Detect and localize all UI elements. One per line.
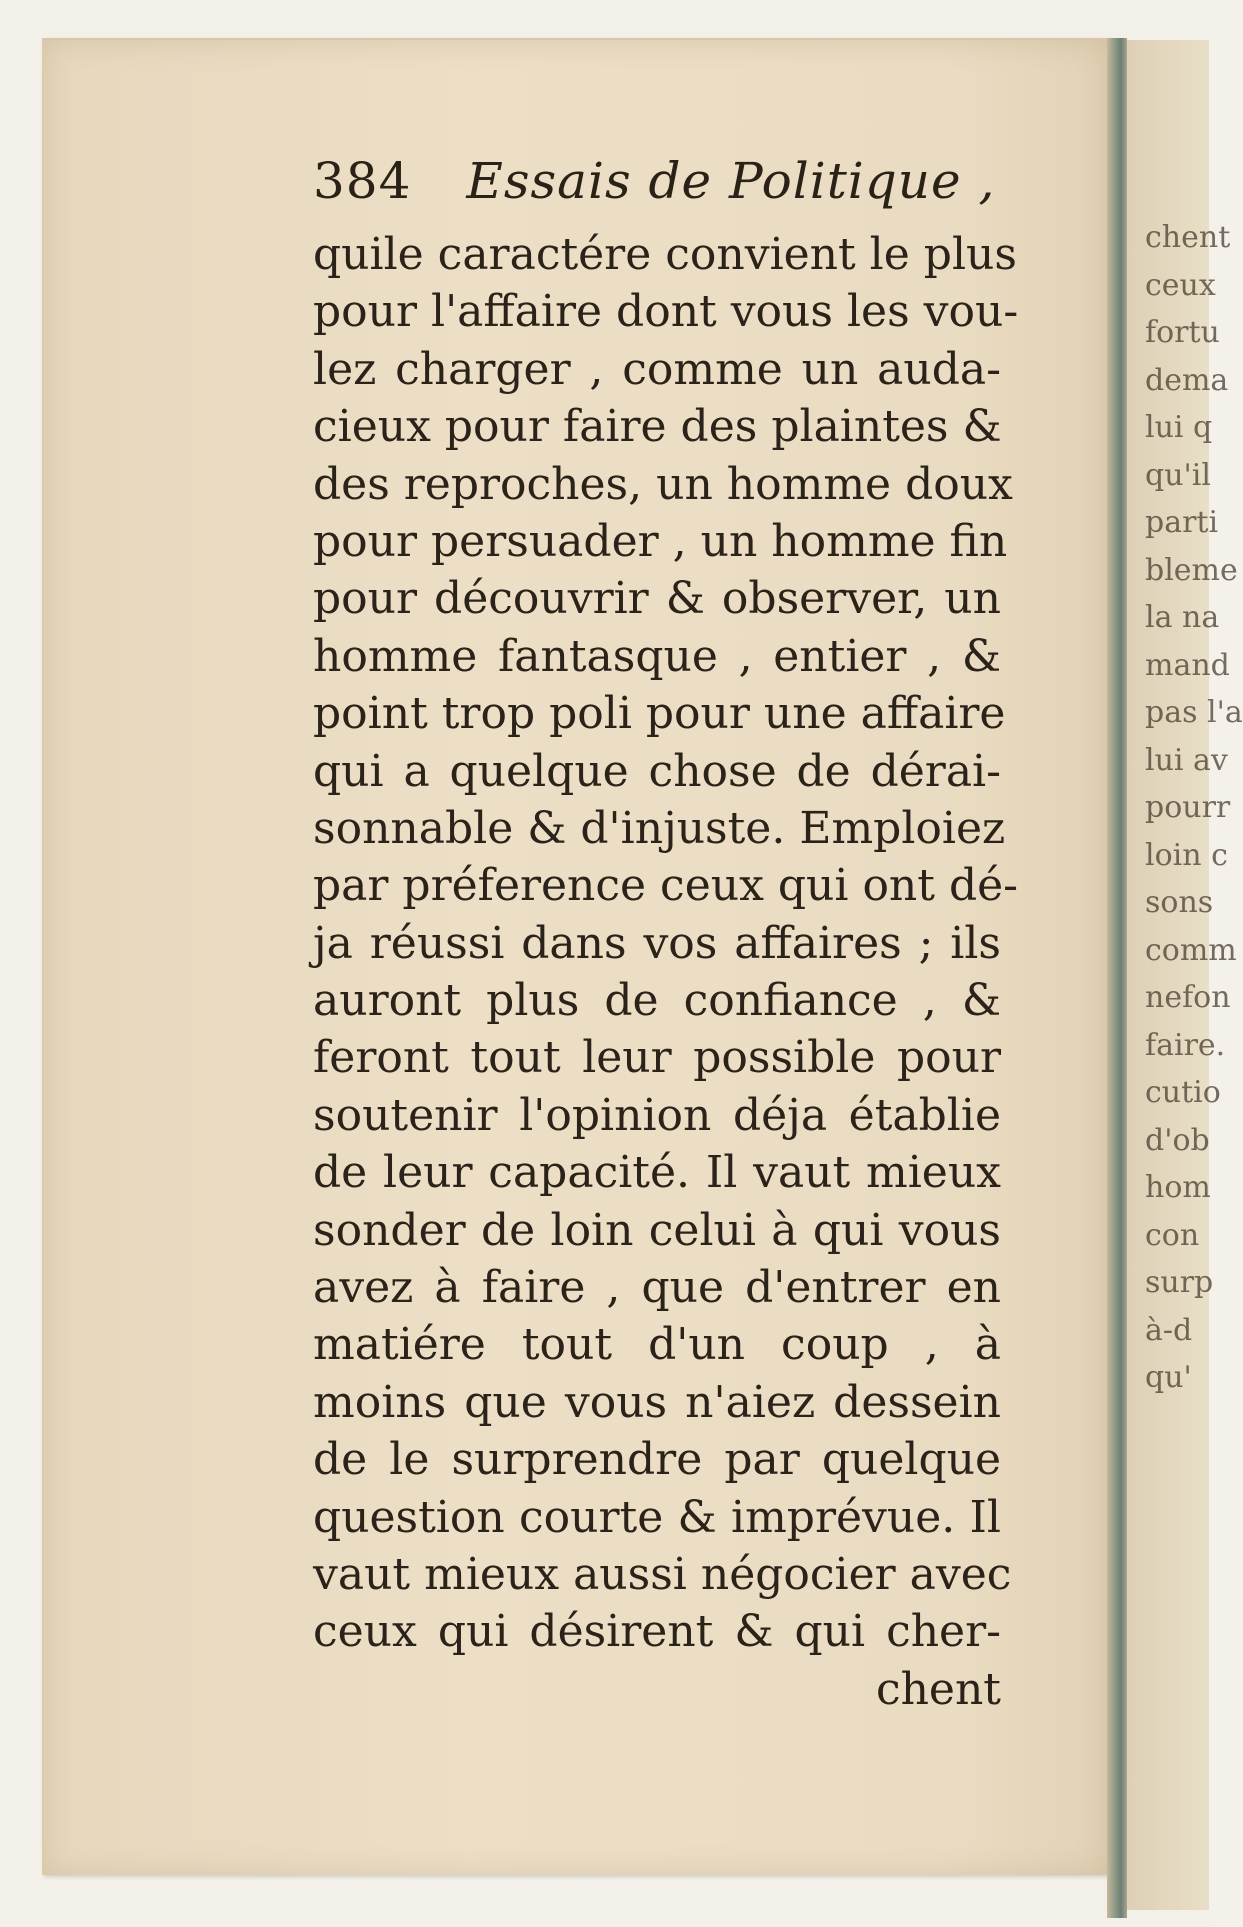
facing-page-fragment: pourr [1145,790,1231,825]
text-line: sonnable & d'injuste. Emploiez [313,802,1006,854]
text-line: ceux qui désirent & qui cher- [313,1606,1001,1658]
facing-page-fragment: lui q [1145,410,1213,445]
facing-page-fragment: sons [1145,885,1214,920]
facing-page-fragment: qu' [1145,1360,1192,1395]
facing-page-fragment: à-d [1145,1312,1193,1348]
facing-page-fragment: d'ob [1145,1122,1210,1158]
facing-page-fragment: con [1145,1217,1200,1253]
facing-page-fragment: surp [1145,1265,1214,1300]
running-head [313,152,995,210]
text-line: pour persuader , un homme fin [313,515,1008,567]
text-line: point trop poli pour une affaire [313,688,1006,740]
facing-page-fragment: pas l'a [1145,695,1243,730]
text-line: qui a quelque chose de dérai- [313,745,1001,797]
page-number: 384 [313,152,412,210]
text-line: sonder de loin celui à qui vous [313,1204,1001,1256]
facing-page-fragment: cutio [1145,1075,1221,1110]
facing-page-edge [1127,40,1243,1910]
facing-page-fragment: hom [1145,1170,1211,1205]
text-line: de leur capacité. Il vaut mieux [313,1147,1001,1199]
facing-page-fragment: mand [1145,647,1230,683]
facing-page-fragment: lui av [1145,742,1228,778]
text-line: soutenir l'opinion déja établie [313,1089,1001,1141]
text-line: ja réussi dans vos affaires ; ils [313,917,1001,969]
facing-page-fragment: la na [1145,600,1220,635]
facing-page-fragment: fortu [1145,315,1220,350]
facing-page-fragment: parti [1145,505,1219,540]
book-gutter [1107,38,1127,1918]
catchword: chent [875,1663,1001,1715]
facing-page-fragment: loin c [1145,837,1228,873]
text-line: cieux pour faire des plaintes & [313,401,1002,453]
text-line: matiére tout d'un coup , à [313,1319,1001,1371]
facing-page-fragment: dema [1145,362,1229,398]
text-line: question courte & imprévue. Il [313,1491,1001,1543]
text-line: par préference ceux qui ont dé- [313,860,1019,912]
text-line: quile caractére convient le plus [313,229,1017,280]
facing-page-fragment: comm [1145,932,1237,968]
facing-page-fragment: nefon [1145,980,1231,1015]
body-text [313,226,1019,1718]
facing-page-fragment: bleme [1145,552,1238,588]
text-line: pour découvrir & observer, un [313,573,1001,625]
text-line: vaut mieux aussi négocier avec [313,1548,1012,1600]
text-line: lez charger , comme un auda- [313,343,1001,395]
text-line: de le surprendre par quelque [313,1434,1001,1486]
text-line: homme fantasque , entier , & [313,630,1001,682]
text-line: des reproches, un homme doux [313,458,1013,510]
facing-page-fragment: chent [1145,220,1231,255]
text-line: feront tout leur possible pour [313,1032,1001,1084]
running-title: Essais de Politique , [466,152,996,210]
text-line: avez à faire , que d'entrer en [313,1262,1001,1314]
facing-page-fragment: qu'il [1145,457,1211,493]
facing-page-fragment: faire. [1145,1027,1226,1063]
text-line: pour l'affaire dont vous les vou- [313,286,1019,338]
facing-page-fragment: ceux [1145,267,1216,303]
text-line: moins que vous n'aiez dessein [313,1376,1001,1428]
text-line: auront plus de confiance , & [313,975,1001,1027]
